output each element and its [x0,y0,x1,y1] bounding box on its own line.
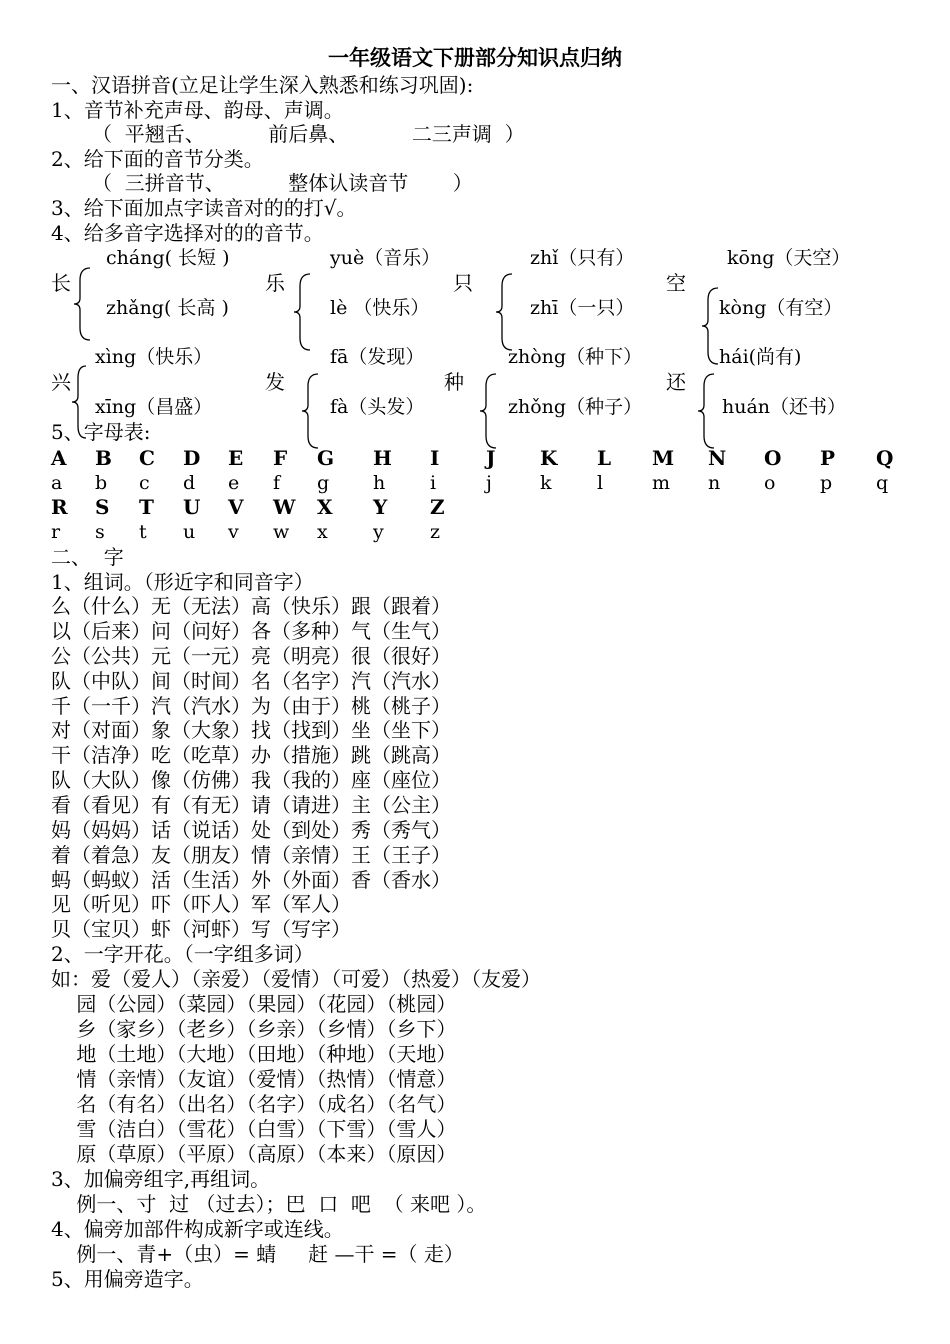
alphabet-letter: z [430,521,441,543]
alphabet-letter: q [876,472,889,494]
polyphone-reading: kōng（天空） [727,247,851,269]
polyphone-char: 乐 [265,271,285,295]
polyphone-char: 只 [453,271,473,295]
polyphone-reading: kòng（有空） [719,297,843,319]
alphabet-letter: u [183,521,196,543]
word-row: 贝（宝贝）虾（河虾）写（写字） [51,917,351,941]
alphabet-letter: L [597,446,612,470]
alphabet-letter: C [139,446,155,470]
alphabet-letter: t [139,521,147,543]
alphabet-letter: T [139,495,154,519]
char-item-2: 2、一字开花。（一字组多词） [51,942,314,966]
alphabet-letter: p [820,472,833,494]
polyphone-reading: lè （快乐） [330,297,430,319]
alphabet-letter: Z [430,495,445,519]
alphabet-letter: k [540,472,552,494]
alphabet-letter: N [708,446,727,470]
alphabet-letter: G [317,446,335,470]
polyphone-reading: hái(尚有) [719,346,802,368]
polyphone-reading: yuè（音乐） [330,247,441,269]
polyphone-reading: zhǐ（只有） [530,247,635,269]
alphabet-letter: U [183,495,201,519]
alphabet-letter: l [597,472,604,494]
brace-icon [292,272,314,352]
pinyin-item-3: 3、给下面加点字读音对的的打√。 [51,196,357,220]
alphabet-letter: F [273,446,288,470]
alphabet-letter: g [317,472,330,494]
alphabet-letter: K [540,446,558,470]
char-section-heading: 二、 字 [51,545,124,569]
polyphone-reading: zhòng（种下） [508,346,643,368]
alphabet-letter: A [51,446,67,470]
polyphone-reading: fā（发现） [330,346,425,368]
alphabet-letter: m [652,472,671,494]
char-item-4: 4、偏旁加部件构成新字或连线。 [51,1217,344,1241]
pinyin-item-2-note: （ 三拼音节、 整体认读音节 ） [92,171,473,195]
polyphone-char: 长 [51,271,71,295]
char-item-3-example: 例一、寸 过 （过去）；巴 口 吧 （ 来吧 ）。 [51,1192,487,1216]
word-row: 见（听见）吓（吓人）军（军人） [51,892,351,916]
alphabet-letter: e [228,472,240,494]
alphabet-letter: o [764,472,776,494]
pinyin-item-4: 4、给多音字选择对的的音节。 [51,221,324,245]
flower-row: 情（亲情）（友谊）（爱情）（热情）（情意） [51,1067,457,1091]
alphabet-letter: B [95,446,112,470]
flower-row: 如：爱（爱人）（亲爱）（爱情）（可爱）（热爱）（友爱） [51,967,541,991]
polyphone-reading: xìng（快乐） [95,346,213,368]
flower-row: 雪（洁白）（雪花）（白雪）（下雪）（雪人） [51,1117,457,1141]
brace-icon [494,272,516,352]
pinyin-item-1-note: （ 平翘舌、 前后鼻、 二三声调 ） [92,122,525,146]
word-row: 千（一千）汽（汽水）为（由于）桃（桃子） [51,694,451,718]
alphabet-letter: j [486,472,492,494]
page-title: 一年级语文下册部分知识点归纳 [328,45,622,70]
alphabet-letter: h [373,472,386,494]
char-item-5: 5、用偏旁造字。 [51,1267,204,1291]
alphabet-letter: W [273,495,296,519]
word-row: 蚂（蚂蚁）活（生活）外（外面）香（香水） [51,868,451,892]
flower-row: 名（有名）（出名）（名字）（成名）（名气） [51,1092,457,1116]
flower-row: 地（土地）（大地）（田地）（种地）（天地） [51,1042,457,1066]
alphabet-letter: Y [373,495,388,519]
alphabet-letter: X [317,495,333,519]
flower-row: 园（公园）（菜园）（果园）（花园）（桃园） [51,992,457,1016]
polyphone-reading: zhī（一只） [530,297,635,319]
word-row: 对（对面）象（大象）找（找到）坐（坐下） [51,718,451,742]
alphabet-letter: Q [876,446,894,470]
alphabet-letter: I [430,446,440,470]
alphabet-letter: i [430,472,437,494]
alphabet-letter: J [486,446,496,470]
brace-icon [478,372,500,450]
word-row: 队（中队）间（时间）名（名字）汽（汽水） [51,669,451,693]
polyphone-reading: zhǒng（种子） [508,396,643,418]
brace-icon [72,266,94,342]
polyphone-char: 种 [444,370,464,394]
word-row: 公（公共）元（一元）亮（明亮）很（很好） [51,644,451,668]
char-item-1: 1、组词。（形近字和同音字） [51,570,314,594]
alphabet-letter: b [95,472,108,494]
word-row: 么（什么）无（无法）高（快乐）跟（跟着） [51,594,451,618]
polyphone-reading: xīng（昌盛） [95,396,213,418]
alphabet-letter: E [228,446,244,470]
polyphone-reading: fà（头发） [330,396,425,418]
alphabet-letter: d [183,472,196,494]
word-row: 妈（妈妈）话（说话）处（到处）秀（秀气） [51,818,451,842]
polyphone-char: 兴 [51,370,71,394]
pinyin-item-1: 1、音节补充声母、韵母、声调。 [51,98,344,122]
flower-row: 乡（家乡）（老乡）（乡亲）（乡情）（乡下） [51,1017,457,1041]
alphabet-letter: f [273,472,281,494]
word-row: 着（着急）友（朋友）情（亲情）王（王子） [51,843,451,867]
alphabet-letter: v [228,521,239,543]
alphabet-letter: n [708,472,721,494]
alphabet-letter: a [51,472,63,494]
alphabet-letter: O [764,446,782,470]
alphabet-letter: D [183,446,201,470]
word-row: 干（洁净）吃（吃草）办（措施）跳（跳高） [51,743,451,767]
alphabet-letter: c [139,472,150,494]
char-item-3: 3、加偏旁组字,再组词。 [51,1167,271,1191]
brace-icon [300,372,322,450]
flower-row: 原（草原）（平原）（高原）（本来）（原因） [51,1142,457,1166]
alphabet-letter: r [51,521,61,543]
polyphone-char: 还 [666,370,686,394]
pinyin-section-heading: 一、汉语拼音(立足让学生深入熟悉和练习巩固): [51,73,474,97]
polyphone-reading: huán（还书） [722,396,847,418]
pinyin-item-5: 5、字母表: [51,420,151,444]
brace-icon [696,372,718,450]
polyphone-char: 发 [265,370,285,394]
word-row: 以（后来）问（问好）各（多种）气（生气） [51,619,451,643]
alphabet-letter: y [373,521,384,543]
alphabet-letter: V [228,495,244,519]
polyphone-char: 空 [666,271,686,295]
alphabet-letter: w [273,521,290,543]
alphabet-letter: M [652,446,675,470]
polyphone-reading: zhǎng( 长高 ) [106,297,229,319]
polyphone-reading: cháng( 长短 ) [106,247,230,269]
alphabet-letter: H [373,446,392,470]
alphabet-letter: s [95,521,105,543]
alphabet-letter: P [820,446,836,470]
char-item-4-example: 例一、青+（虫）= 蜻 赶 —干 =（ 走） [51,1242,464,1266]
word-row: 看（看见）有（有无）请（请进）主（公主） [51,793,451,817]
word-row: 队（大队）像（仿佛）我（我的）座（座位） [51,768,451,792]
alphabet-letter: x [317,521,328,543]
alphabet-letter: R [51,495,68,519]
alphabet-letter: S [95,495,110,519]
pinyin-item-2: 2、给下面的音节分类。 [51,147,264,171]
